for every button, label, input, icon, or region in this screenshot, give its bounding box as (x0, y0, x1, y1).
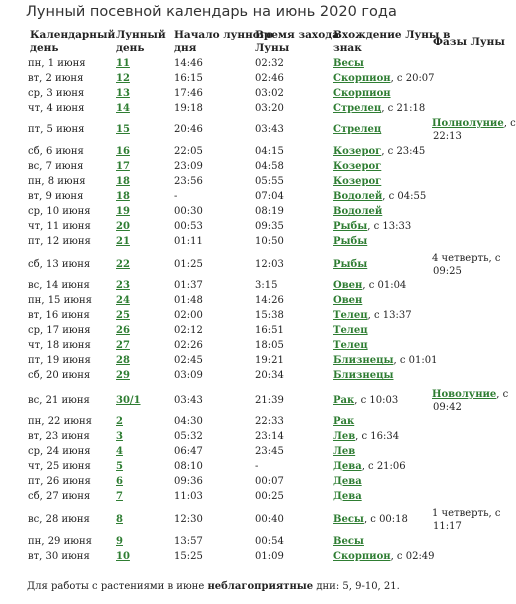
row-moon-phase (432, 117, 516, 143)
row-zodiac-sign (333, 175, 381, 188)
row-day-start: 19:18 (174, 103, 203, 114)
row-zodiac-sign (333, 394, 398, 407)
zodiac-sign-time: , с 10:03 (354, 395, 399, 406)
row-lunar-day (116, 190, 130, 203)
row-day-start: 02:12 (174, 325, 203, 336)
zodiac-sign-time: , с 20:07 (390, 73, 435, 84)
zodiac-sign-link[interactable]: Весы (333, 536, 364, 547)
row-zodiac-sign (333, 309, 412, 322)
row-day-start: 01:11 (174, 236, 203, 247)
zodiac-sign-time: , с 16:34 (355, 431, 400, 442)
row-zodiac-sign (333, 102, 425, 115)
row-moonset: 03:02 (255, 88, 284, 99)
lunar-day-link[interactable]: 30/1 (116, 395, 141, 406)
row-day-start: 11:03 (174, 491, 203, 502)
row-date: вс, 14 июня (28, 280, 90, 291)
lunar-day-link[interactable]: 21 (116, 236, 130, 247)
zodiac-sign-time: , с 04:55 (382, 191, 427, 202)
moon-phase-label: , с (496, 389, 509, 400)
row-lunar-day (116, 415, 123, 428)
moon-phase-label: 4 четверть, с (432, 253, 501, 264)
moon-phase-label: 1 четверть, с (432, 508, 501, 519)
lunar-day-link[interactable]: 15 (116, 124, 130, 135)
row-date: пн, 29 июня (28, 536, 92, 547)
row-date: ср, 3 июня (28, 88, 85, 99)
row-moonset: 20:34 (255, 370, 284, 381)
zodiac-sign-link[interactable]: Скорпион (333, 551, 391, 562)
row-zodiac-sign (333, 72, 435, 85)
zodiac-sign-link[interactable]: Рак (333, 395, 355, 406)
row-date: пн, 15 июня (28, 295, 92, 306)
row-lunar-day (116, 445, 123, 458)
lunar-day-link[interactable]: 2 (116, 416, 123, 427)
row-date: вт, 2 июня (28, 73, 84, 84)
row-date: сб, 20 июня (28, 370, 91, 381)
row-zodiac-sign (333, 354, 437, 367)
zodiac-sign-link[interactable]: Рыбы (333, 221, 368, 232)
row-date: пн, 1 июня (28, 58, 86, 69)
row-zodiac-sign (333, 445, 355, 458)
row-moon-phase (432, 507, 501, 533)
zodiac-sign-link[interactable]: Козерог (333, 176, 382, 187)
row-moonset: 00:25 (255, 491, 284, 502)
row-day-start: 17:46 (174, 88, 203, 99)
row-zodiac-sign (333, 145, 425, 158)
row-moonset: 23:45 (255, 446, 284, 457)
row-day-start: 03:43 (174, 395, 203, 406)
zodiac-sign-link[interactable]: Дева (333, 476, 362, 487)
moon-phase-line (432, 507, 501, 520)
row-date: ср, 24 июня (28, 446, 91, 457)
row-moonset: 00:07 (255, 476, 284, 487)
lunar-day-link[interactable]: 25 (116, 310, 130, 321)
footer-note: Для работы с растениями в июне неблагоприятные дни: 5, 9-10, 21. (27, 581, 400, 592)
zodiac-sign-link[interactable]: Рыбы (333, 236, 368, 247)
row-moonset: 15:38 (255, 310, 284, 321)
row-date: вт, 30 июня (28, 551, 90, 562)
row-zodiac-sign (333, 235, 367, 248)
row-moon-phase (432, 388, 508, 414)
row-day-start: 09:36 (174, 476, 203, 487)
lunar-day-link[interactable]: 24 (116, 295, 130, 306)
row-lunar-day (116, 258, 130, 271)
row-lunar-day (116, 57, 130, 70)
row-zodiac-sign (333, 123, 381, 136)
zodiac-sign-link[interactable]: Телец (333, 325, 368, 336)
zodiac-sign-link[interactable]: Скорпион (333, 88, 391, 99)
row-date: ср, 10 июня (28, 206, 91, 217)
header-phase: Фазы Луны (433, 36, 505, 48)
row-moonset: 04:15 (255, 146, 284, 157)
row-lunar-day (116, 513, 123, 526)
row-moonset: 18:05 (255, 340, 284, 351)
lunar-day-link[interactable]: 22 (116, 259, 130, 270)
row-zodiac-sign (333, 415, 354, 428)
row-date: вс, 21 июня (28, 395, 90, 406)
row-day-start: 22:05 (174, 146, 203, 157)
row-day-start: 05:32 (174, 431, 203, 442)
row-date: пт, 5 июня (28, 124, 85, 135)
row-date: вс, 28 июня (28, 514, 90, 525)
lunar-day-link[interactable]: 16 (116, 146, 130, 157)
row-lunar-day (116, 324, 130, 337)
row-day-start: 20:46 (174, 124, 203, 135)
zodiac-sign-time: , с 00:18 (363, 514, 408, 525)
zodiac-sign-link[interactable]: Близнецы (333, 370, 394, 381)
lunar-day-link[interactable]: 8 (116, 514, 123, 525)
zodiac-sign-link[interactable]: Дева (333, 461, 362, 472)
row-moonset: 14:26 (255, 295, 284, 306)
row-day-start: 16:15 (174, 73, 203, 84)
row-moonset: 21:39 (255, 395, 284, 406)
moon-phase-time: 09:25 (433, 266, 462, 277)
row-day-start: 00:30 (174, 206, 203, 217)
row-date: чт, 4 июня (28, 103, 85, 114)
lunar-day-link[interactable]: 23 (116, 280, 130, 291)
row-moonset: 07:04 (255, 191, 284, 202)
row-lunar-day (116, 294, 130, 307)
zodiac-sign-time: , с 02:49 (390, 551, 435, 562)
row-moonset: 03:20 (255, 103, 284, 114)
moon-phase-line (432, 252, 501, 265)
row-day-start: 23:09 (174, 161, 203, 172)
row-zodiac-sign (333, 258, 367, 271)
row-zodiac-sign (333, 324, 368, 337)
zodiac-sign-link[interactable]: Весы (333, 58, 364, 69)
row-date: чт, 25 июня (28, 461, 91, 472)
moon-phase-time: 11:17 (433, 521, 462, 532)
zodiac-sign-link[interactable]: Лев (333, 431, 356, 442)
row-zodiac-sign (333, 160, 381, 173)
row-moonset: 04:58 (255, 161, 284, 172)
lunar-day-link[interactable]: 11 (116, 58, 130, 69)
row-date: сб, 13 июня (28, 259, 91, 270)
row-zodiac-sign (333, 513, 408, 526)
row-moonset: 22:33 (255, 416, 284, 427)
zodiac-sign-link[interactable]: Рыбы (333, 259, 368, 270)
row-date: пт, 12 июня (28, 236, 91, 247)
row-date: чт, 18 июня (28, 340, 91, 351)
page-title: Лунный посевной календарь на июнь 2020 года (26, 4, 397, 20)
row-moonset: 08:19 (255, 206, 284, 217)
row-lunar-day (116, 460, 123, 473)
row-day-start: 03:09 (174, 370, 203, 381)
moon-phase-time: 09:42 (433, 402, 462, 413)
row-zodiac-sign (333, 205, 382, 218)
row-date: пн, 22 июня (28, 416, 92, 427)
row-zodiac-sign (333, 550, 435, 563)
lunar-day-link[interactable]: 3 (116, 431, 123, 442)
zodiac-sign-time: , с 01:04 (362, 280, 407, 291)
zodiac-sign-link[interactable]: Лев (333, 446, 356, 457)
lunar-day-link[interactable]: 10 (116, 551, 130, 562)
zodiac-sign-link[interactable]: Стрелец (333, 103, 382, 114)
row-moonset: 00:40 (255, 514, 284, 525)
row-day-start: 08:10 (174, 461, 203, 472)
row-day-start: 23:56 (174, 176, 203, 187)
row-moonset: - (255, 461, 259, 472)
zodiac-sign-link[interactable]: Дева (333, 491, 362, 502)
row-zodiac-sign (333, 369, 394, 382)
row-lunar-day (116, 535, 123, 548)
row-moonset: 12:03 (255, 259, 284, 270)
row-lunar-day (116, 279, 130, 292)
row-day-start: 02:26 (174, 340, 203, 351)
header-lunar-day: Лунный день (116, 29, 166, 54)
lunar-day-link[interactable]: 19 (116, 206, 130, 217)
zodiac-sign-time: , с 13:37 (367, 310, 412, 321)
row-zodiac-sign (333, 87, 391, 100)
zodiac-sign-link[interactable]: Козерог (333, 146, 382, 157)
row-date: сб, 6 июня (28, 146, 84, 157)
moon-phase-line (432, 388, 508, 401)
row-moonset: 10:50 (255, 236, 284, 247)
row-lunar-day (116, 145, 130, 158)
header-moonset: Время захода Луны (255, 29, 339, 54)
zodiac-sign-time: , с 21:18 (381, 103, 426, 114)
row-moonset: 16:51 (255, 325, 284, 336)
zodiac-sign-link[interactable]: Водолей (333, 206, 383, 217)
zodiac-sign-link[interactable]: Козерог (333, 161, 382, 172)
header-sign: Вхождение Луны в знак (333, 29, 451, 54)
row-day-start: 13:57 (174, 536, 203, 547)
row-moonset: 19:21 (255, 355, 284, 366)
moon-phase-link[interactable]: Новолуние (432, 389, 497, 400)
row-lunar-day (116, 339, 130, 352)
row-zodiac-sign (333, 220, 411, 233)
zodiac-sign-link[interactable]: Телец (333, 340, 368, 351)
row-lunar-day (116, 72, 130, 85)
row-zodiac-sign (333, 535, 364, 548)
row-moonset: 03:43 (255, 124, 284, 135)
row-date: вт, 9 июня (28, 191, 84, 202)
zodiac-sign-time: , с 01:01 (393, 355, 438, 366)
lunar-day-link[interactable]: 13 (116, 88, 130, 99)
row-moonset: 00:54 (255, 536, 284, 547)
row-lunar-day (116, 394, 141, 407)
row-lunar-day (116, 205, 130, 218)
moon-phase-time: 22:13 (433, 131, 462, 142)
row-moonset: 3:15 (255, 280, 278, 291)
row-date: вс, 7 июня (28, 161, 84, 172)
row-zodiac-sign (333, 190, 426, 203)
row-date: пт, 26 июня (28, 476, 91, 487)
zodiac-sign-link[interactable]: Стрелец (333, 124, 382, 135)
row-zodiac-sign (333, 339, 368, 352)
row-lunar-day (116, 123, 130, 136)
row-moonset: 09:35 (255, 221, 284, 232)
row-date: пт, 19 июня (28, 355, 91, 366)
row-lunar-day (116, 87, 130, 100)
row-lunar-day (116, 430, 123, 443)
row-day-start: 14:46 (174, 58, 203, 69)
row-day-start: 04:30 (174, 416, 203, 427)
lunar-day-link[interactable]: 17 (116, 161, 130, 172)
zodiac-sign-link[interactable]: Скорпион (333, 73, 391, 84)
row-zodiac-sign (333, 430, 399, 443)
row-day-start: 01:37 (174, 280, 203, 291)
zodiac-sign-link[interactable]: Водолей (333, 191, 383, 202)
zodiac-sign-time: , с 13:33 (367, 221, 412, 232)
moon-phase-line (432, 117, 516, 130)
lunar-day-link[interactable]: 6 (116, 476, 123, 487)
row-lunar-day (116, 354, 130, 367)
row-day-start: 12:30 (174, 514, 203, 525)
row-moon-phase (432, 252, 501, 278)
row-lunar-day (116, 369, 130, 382)
row-zodiac-sign (333, 460, 406, 473)
row-zodiac-sign (333, 57, 364, 70)
row-day-start: 02:00 (174, 310, 203, 321)
row-day-start: 00:53 (174, 221, 203, 232)
row-zodiac-sign (333, 294, 362, 307)
row-lunar-day (116, 235, 130, 248)
lunar-day-link[interactable]: 20 (116, 221, 130, 232)
row-lunar-day (116, 220, 130, 233)
row-lunar-day (116, 175, 130, 188)
lunar-day-link[interactable]: 27 (116, 340, 130, 351)
row-moonset: 02:32 (255, 58, 284, 69)
lunar-day-link[interactable]: 9 (116, 536, 123, 547)
lunar-day-link[interactable]: 18 (116, 191, 130, 202)
row-day-start: - (174, 191, 178, 202)
lunar-day-link[interactable]: 18 (116, 176, 130, 187)
lunar-day-link[interactable]: 26 (116, 325, 130, 336)
row-zodiac-sign (333, 475, 362, 488)
zodiac-sign-link[interactable]: Овен (333, 295, 363, 306)
row-lunar-day (116, 102, 130, 115)
row-day-start: 02:45 (174, 355, 203, 366)
row-zodiac-sign (333, 279, 406, 292)
zodiac-sign-link[interactable]: Овен (333, 280, 363, 291)
row-day-start: 06:47 (174, 446, 203, 457)
row-moonset: 02:46 (255, 73, 284, 84)
zodiac-sign-link[interactable]: Близнецы (333, 355, 394, 366)
row-lunar-day (116, 309, 130, 322)
lunar-day-link[interactable]: 14 (116, 103, 130, 114)
lunar-day-link[interactable]: 29 (116, 370, 130, 381)
row-date: пн, 8 июня (28, 176, 86, 187)
lunar-day-link[interactable]: 12 (116, 73, 130, 84)
row-day-start: 01:25 (174, 259, 203, 270)
row-day-start: 15:25 (174, 551, 203, 562)
row-lunar-day (116, 160, 130, 173)
lunar-day-link[interactable]: 4 (116, 446, 123, 457)
header-day-start: Начало лунного дня (174, 29, 274, 54)
moon-phase-link[interactable]: Полнолуние (432, 118, 504, 129)
row-lunar-day (116, 475, 123, 488)
row-lunar-day (116, 550, 130, 563)
zodiac-sign-link[interactable]: Рак (333, 416, 355, 427)
zodiac-sign-link[interactable]: Телец (333, 310, 368, 321)
moon-phase-label: , с (503, 118, 516, 129)
row-date: чт, 11 июня (28, 221, 91, 232)
row-lunar-day (116, 490, 123, 503)
row-date: вт, 23 июня (28, 431, 90, 442)
lunar-day-link[interactable]: 7 (116, 491, 123, 502)
row-moonset: 01:09 (255, 551, 284, 562)
row-day-start: 01:48 (174, 295, 203, 306)
row-zodiac-sign (333, 490, 362, 503)
row-date: вт, 16 июня (28, 310, 90, 321)
zodiac-sign-time: , с 21:06 (361, 461, 406, 472)
row-date: ср, 17 июня (28, 325, 91, 336)
row-moonset: 23:14 (255, 431, 284, 442)
row-date: сб, 27 июня (28, 491, 91, 502)
zodiac-sign-link[interactable]: Весы (333, 514, 364, 525)
row-moonset: 05:55 (255, 176, 284, 187)
lunar-day-link[interactable]: 5 (116, 461, 123, 472)
lunar-day-link[interactable]: 28 (116, 355, 130, 366)
zodiac-sign-time: , с 23:45 (381, 146, 426, 157)
header-date: Календарный день (30, 29, 116, 54)
